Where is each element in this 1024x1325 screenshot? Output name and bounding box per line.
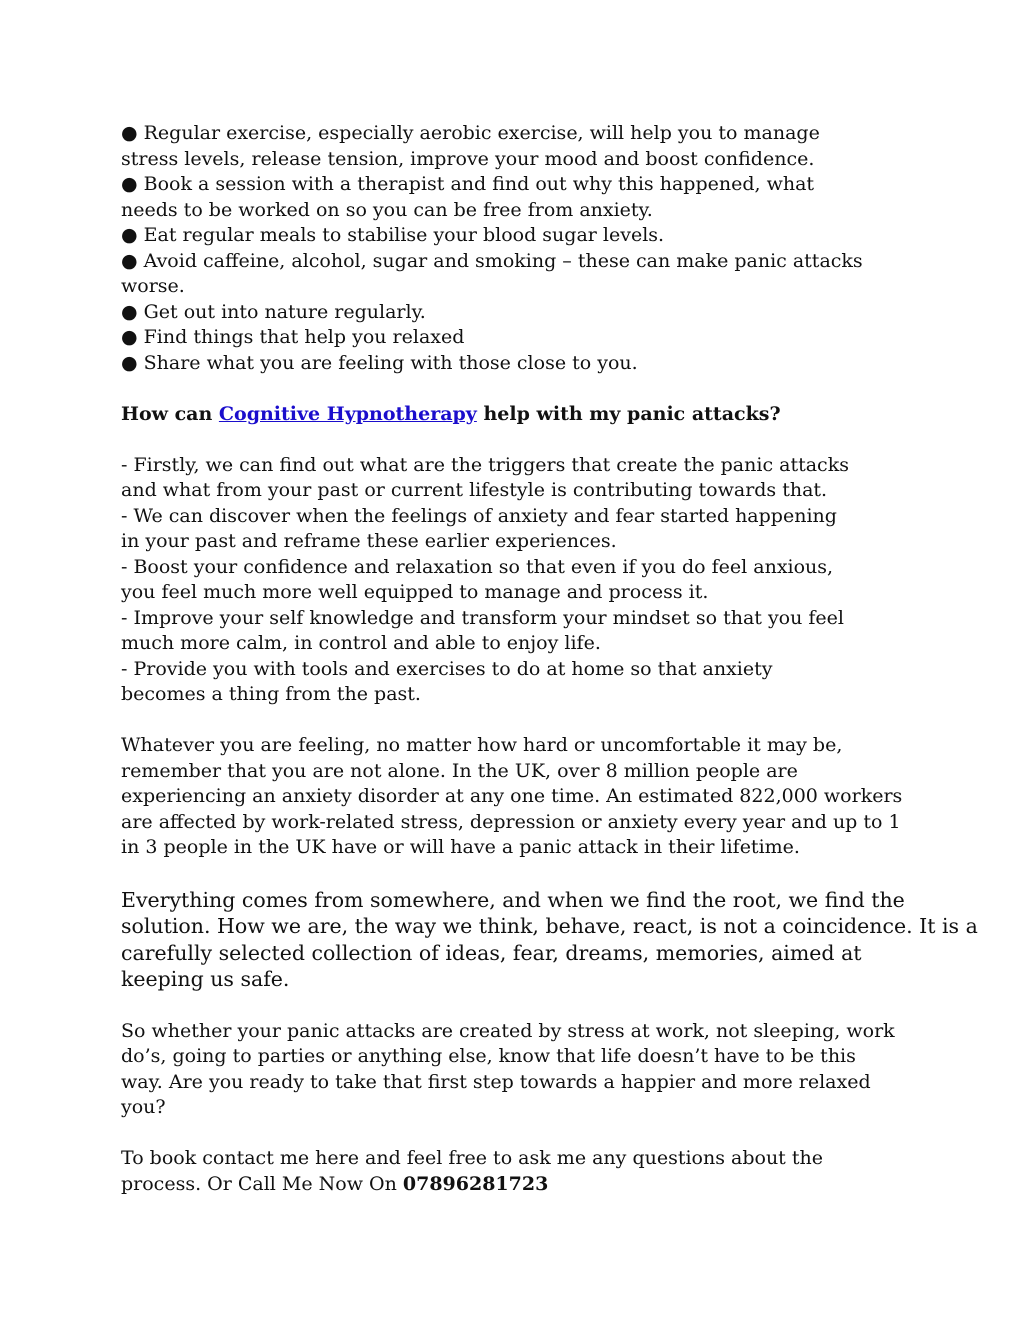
benefit-item xyxy=(121,504,921,555)
tip-line: ● Avoid caffeine, alcohol, sugar and smoking – these can make panic attacks xyxy=(121,249,863,272)
benefit-line: - Firstly, we can find out what are the triggers that create the panic attacks xyxy=(121,453,849,476)
benefit-line: much more calm, in control and able to enjoy life. xyxy=(121,632,601,654)
spacer xyxy=(121,427,921,453)
spacer xyxy=(121,1121,921,1147)
benefit-item xyxy=(121,453,921,504)
contact-line xyxy=(121,1172,921,1198)
benefit-item xyxy=(121,657,921,708)
paragraph-line: carefully selected collection of ideas, fear, dreams, memories, aimed at xyxy=(121,940,862,965)
tips-list xyxy=(121,121,921,376)
benefit-item xyxy=(121,555,921,606)
tip-line: ● Eat regular meals to stabilise your blood sugar levels. xyxy=(121,224,665,246)
paragraph-line: do’s, going to parties or anything else, know that life doesn’t have to be this xyxy=(121,1045,856,1067)
document-page xyxy=(121,121,978,1197)
paragraph-line: Whatever you are feeling, no matter how hard or uncomfortable it may be, xyxy=(121,734,843,756)
contact-line: To book contact me here and feel free to ask me any questions about the xyxy=(121,1147,823,1169)
paragraph-line: keeping us safe. xyxy=(121,967,290,991)
cognitive-hypnotherapy-link[interactable]: Cognitive Hypnotherapy xyxy=(218,402,477,425)
benefit-item xyxy=(121,606,921,657)
heading-text-before: How can xyxy=(121,402,219,425)
tip-line: worse. xyxy=(121,275,185,297)
benefit-line: - Boost your confidence and relaxation so that even if you do feel anxious, xyxy=(121,555,834,578)
benefit-line: - Provide you with tools and exercises to do at home so that anxiety xyxy=(121,657,773,680)
statistics-paragraph xyxy=(121,733,921,861)
benefit-line: in your past and reframe these earlier experiences. xyxy=(121,530,617,552)
tip-item xyxy=(121,351,921,377)
tip-item xyxy=(121,172,921,223)
heading-text-after: help with my panic attacks? xyxy=(476,402,781,425)
benefits-list xyxy=(121,453,921,708)
tip-line: ● Share what you are feeling with those close to you. xyxy=(121,351,638,374)
spacer xyxy=(121,993,921,1019)
tip-item xyxy=(121,300,921,326)
paragraph-line: way. Are you ready to take that first step towards a happier and more relaxed xyxy=(121,1070,871,1093)
paragraph-line: So whether your panic attacks are created by stress at work, not sleeping, work xyxy=(121,1019,895,1042)
tip-line: ● Regular exercise, especially aerobic exercise, will help you to manage xyxy=(121,122,820,144)
phone-number: 07896281723 xyxy=(402,1172,549,1195)
section-heading xyxy=(121,402,921,428)
tip-item xyxy=(121,223,921,249)
root-cause-paragraph xyxy=(121,887,978,993)
contact-paragraph xyxy=(121,1146,921,1197)
tip-item xyxy=(121,121,921,172)
tip-line: stress levels, release tension, improve your mood and boost confidence. xyxy=(121,147,815,170)
spacer xyxy=(121,376,921,402)
paragraph-line: you? xyxy=(121,1096,166,1118)
paragraph-line: solution. How we are, the way we think, behave, react, is not a coincidence. It is a xyxy=(121,914,978,938)
benefit-line: - Improve your self knowledge and transform your mindset so that you feel xyxy=(121,606,844,629)
benefit-line: - We can discover when the feelings of anxiety and fear started happening xyxy=(121,504,837,527)
spacer xyxy=(121,708,921,734)
tip-line: ● Find things that help you relaxed xyxy=(121,326,465,348)
paragraph-line: are affected by work-related stress, depression or anxiety every year and up to 1 xyxy=(121,810,901,833)
paragraph-line: Everything comes from somewhere, and when we find the root, we find the xyxy=(121,887,905,912)
tip-line: needs to be worked on so you can be free from anxiety. xyxy=(121,198,653,221)
paragraph-line: in 3 people in the UK have or will have a panic attack in their lifetime. xyxy=(121,836,800,858)
spacer xyxy=(121,861,921,887)
tip-line: ● Get out into nature regularly. xyxy=(121,300,426,323)
benefit-line: becomes a thing from the past. xyxy=(121,683,421,705)
paragraph-line: remember that you are not alone. In the UK, over 8 million people are xyxy=(121,759,798,782)
tip-item xyxy=(121,249,921,300)
benefit-line: you feel much more well equipped to manage and process it. xyxy=(121,581,709,603)
paragraph-line: experiencing an anxiety disorder at any one time. An estimated 822,000 workers xyxy=(121,785,903,807)
first-step-paragraph xyxy=(121,1019,921,1121)
contact-prefix: process. Or Call Me Now On xyxy=(121,1172,403,1195)
tip-line: ● Book a session with a therapist and find out why this happened, what xyxy=(121,173,815,195)
benefit-line: and what from your past or current lifestyle is contributing towards that. xyxy=(121,479,828,501)
tip-item xyxy=(121,325,921,351)
